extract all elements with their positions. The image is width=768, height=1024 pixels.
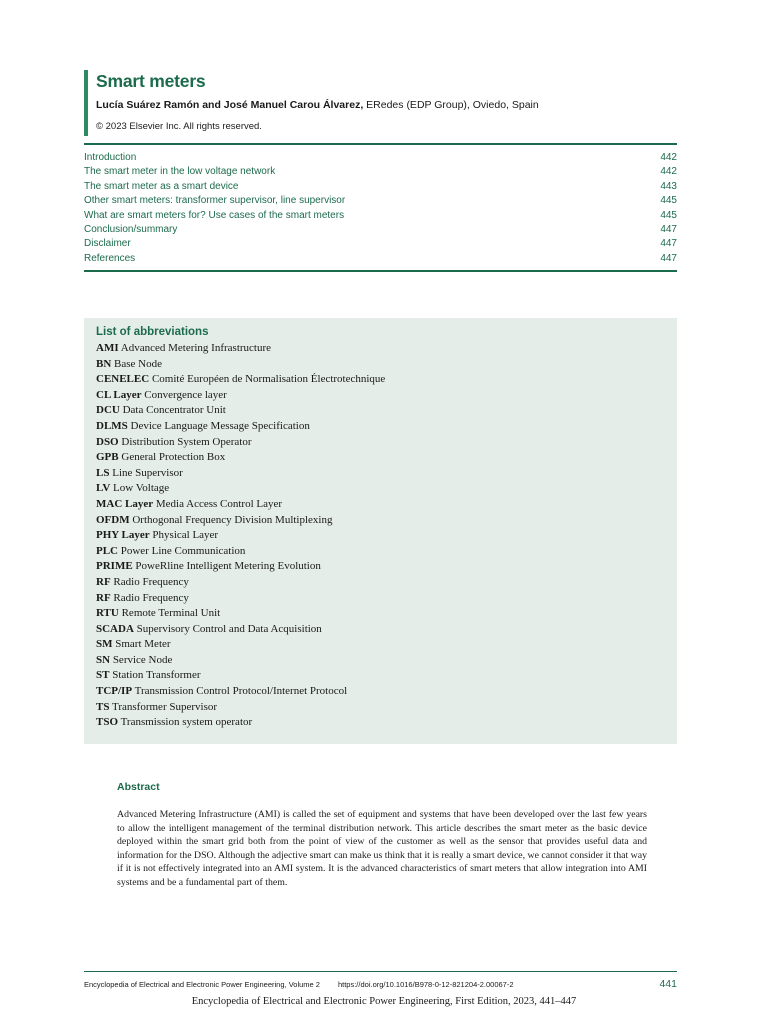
abbreviation-definition: Transmission Control Protocol/Internet Protocol	[132, 685, 348, 698]
abbreviation-item	[96, 606, 665, 622]
toc-item-label: What are smart meters for? Use cases of the smart meters	[84, 209, 345, 221]
author-line	[96, 98, 684, 112]
abbreviation-definition: Convergence layer	[141, 388, 227, 401]
abbreviation-definition: Station Transformer	[109, 669, 201, 682]
abbreviation-term: PLC	[96, 544, 118, 557]
toc-item-disclaimer[interactable]	[84, 237, 677, 251]
abbreviation-definition: Transformer Supervisor	[109, 700, 218, 713]
toc-item-label: Conclusion/summary	[84, 224, 178, 236]
toc-item-page: 447	[660, 238, 677, 250]
toc-item-smart-device[interactable]	[84, 180, 677, 194]
abbreviation-item	[96, 559, 665, 575]
toc-item-label: The smart meter as a smart device	[84, 180, 239, 192]
abbreviation-definition: Radio Frequency	[110, 591, 189, 604]
abbreviation-item	[96, 388, 665, 404]
abbreviation-definition: Device Language Message Specification	[127, 419, 310, 432]
toc-item-page: 442	[660, 152, 677, 163]
citation-line: Encyclopedia of Electrical and Electronic Power Engineering, First Edition, 2023, 441–447	[191, 996, 577, 1007]
abbreviation-definition: Radio Frequency	[110, 575, 189, 588]
abbreviation-item	[96, 528, 665, 544]
abbreviation-definition: Remote Terminal Unit	[118, 607, 221, 620]
toc-item-page: 445	[660, 209, 677, 221]
abbreviation-item	[96, 653, 665, 669]
toc-item-label: Introduction	[84, 152, 137, 163]
abbreviation-definition: Supervisory Control and Data Acquisition	[133, 622, 322, 635]
abbreviation-term: CENELEC	[96, 373, 150, 386]
toc-item-page: 447	[660, 252, 677, 264]
abbreviation-term: OFDM	[96, 513, 130, 526]
abbreviation-definition: Physical Layer	[149, 529, 219, 542]
copyright-notice: © 2023 Elsevier Inc. All rights reserved.	[96, 121, 262, 132]
abbreviation-term: LV	[96, 482, 111, 495]
abbreviation-definition: Data Concentrator Unit	[119, 404, 226, 417]
abbreviation-term: BN	[96, 357, 112, 370]
toc-item-label: Disclaimer	[84, 238, 131, 250]
abbreviation-term: RTU	[96, 607, 119, 620]
abbreviation-definition: Media Access Control Layer	[153, 497, 283, 510]
abbreviation-term: DLMS	[96, 419, 128, 432]
toc-item-label: The smart meter in the low voltage network	[84, 166, 276, 178]
abbreviation-term: MAC Layer	[96, 497, 154, 510]
abbreviation-definition: Line Supervisor	[109, 466, 183, 479]
abbreviation-definition: Base Node	[111, 357, 162, 370]
footer-journal: Encyclopedia of Electrical and Electronic Power Engineering, Volume 2	[84, 980, 320, 989]
abbreviation-item	[96, 403, 665, 419]
footer-source	[84, 980, 514, 989]
abbreviation-term: GPB	[96, 451, 119, 464]
abbreviation-definition: General Protection Box	[118, 451, 226, 464]
abbreviation-term: TSO	[96, 716, 119, 729]
abbreviation-definition: Distribution System Operator	[118, 435, 252, 448]
abbreviation-item	[96, 341, 665, 357]
toc-item-page: 443	[660, 180, 677, 192]
toc-item-references[interactable]	[84, 252, 677, 266]
abbreviation-item	[96, 668, 665, 684]
article-title: Smart meters	[96, 71, 206, 91]
toc-item-use-cases[interactable]	[84, 209, 677, 223]
toc-item-label: References	[84, 252, 136, 264]
abbreviation-item	[96, 497, 665, 513]
abbreviation-item	[96, 450, 665, 466]
page-number: 441	[659, 978, 677, 990]
abbreviation-item	[96, 466, 665, 482]
abbreviation-term: SN	[96, 653, 111, 666]
abbreviation-definition: Orthogonal Frequency Division Multiplexing	[129, 513, 333, 526]
abbreviation-item	[96, 715, 665, 731]
abbreviation-item	[96, 435, 665, 451]
abbreviation-definition: Advanced Metering Infrastructure	[118, 342, 272, 354]
abbreviation-definition: Transmission system operator	[118, 716, 253, 729]
abbreviation-item	[96, 481, 665, 497]
abbreviation-definition: PoweRline Intelligent Metering Evolution	[132, 560, 321, 573]
table-of-contents	[84, 143, 677, 272]
abbreviation-term: PRIME	[96, 560, 133, 573]
abbreviation-term: TCP/IP	[96, 685, 133, 698]
abbreviation-term: PHY Layer	[96, 529, 150, 542]
page-footer	[84, 971, 677, 990]
abbreviation-term: TS	[96, 700, 110, 713]
toc-item-introduction[interactable]	[84, 151, 677, 165]
abbreviation-item	[96, 622, 665, 638]
abbreviation-item	[96, 575, 665, 591]
abbreviation-item	[96, 372, 665, 388]
abbreviation-term: SCADA	[96, 622, 134, 635]
abbreviation-definition: Service Node	[110, 653, 173, 666]
abbreviation-item	[96, 591, 665, 607]
abbreviation-item	[96, 419, 665, 435]
abbreviation-term: CL Layer	[96, 388, 142, 401]
toc-item-page: 442	[660, 166, 677, 178]
author-affiliation: ERedes (EDP Group), Oviedo, Spain	[363, 99, 539, 111]
abbreviation-item	[96, 544, 665, 560]
abbreviation-definition: Low Voltage	[110, 482, 170, 495]
abbreviation-term: DCU	[96, 404, 120, 417]
toc-item-conclusion[interactable]	[84, 223, 677, 237]
abbreviation-term: DSO	[96, 435, 119, 448]
toc-item-low-voltage-network[interactable]	[84, 165, 677, 179]
toc-item-other-smart-meters[interactable]	[84, 194, 677, 208]
toc-item-label: Other smart meters: transformer supervisor, line supervisor	[84, 195, 346, 207]
abbreviation-item	[96, 684, 665, 700]
abbreviations-heading: List of abbreviations	[96, 326, 209, 338]
abstract-text: Advanced Metering Infrastructure (AMI) is called the set of equipment and systems that have been developed over the last few years to allow the intelligent management of the terminal distribution network. This article describes the smart meter as the basic device deployed within the smart grid both from the point of view of the customer as well as the sensor that provides useful data and information for the DSO. Although the adjective smart can make us think that it is really a smart device, we cannot consider it that way if it is not effectively integrated into an AMI system. It is the advanced characteristics of smart meters that allow integration into AMI systems and be a fundamental part of them.	[117, 809, 647, 888]
abbreviation-term: SM	[96, 638, 113, 651]
author-names: Lucía Suárez Ramón and José Manuel Carou Álvarez,	[96, 99, 364, 111]
abbreviation-term: RF	[96, 575, 111, 588]
footer-doi-link[interactable]: https://doi.org/10.1016/B978-0-12-821204-2.00067-2	[337, 980, 514, 989]
abbreviation-definition: Power Line Communication	[118, 544, 246, 557]
abbreviation-definition: Comité Européen de Normalisation Électrotechnique	[149, 373, 386, 386]
toc-item-page: 445	[660, 195, 677, 207]
abbreviations-box	[84, 318, 677, 744]
abbreviation-term: ST	[96, 669, 110, 682]
toc-item-page: 447	[660, 224, 677, 236]
abbreviation-item	[96, 637, 665, 653]
abbreviation-item	[96, 357, 665, 373]
abbreviation-item	[96, 513, 665, 529]
abbreviation-definition: Smart Meter	[112, 638, 171, 651]
abbreviation-term: RF	[96, 591, 111, 604]
abbreviation-term: AMI	[96, 342, 119, 354]
abstract-heading: Abstract	[117, 781, 160, 793]
abbreviation-item	[96, 700, 665, 716]
article-header	[84, 70, 684, 136]
abbreviation-term: LS	[96, 466, 110, 479]
